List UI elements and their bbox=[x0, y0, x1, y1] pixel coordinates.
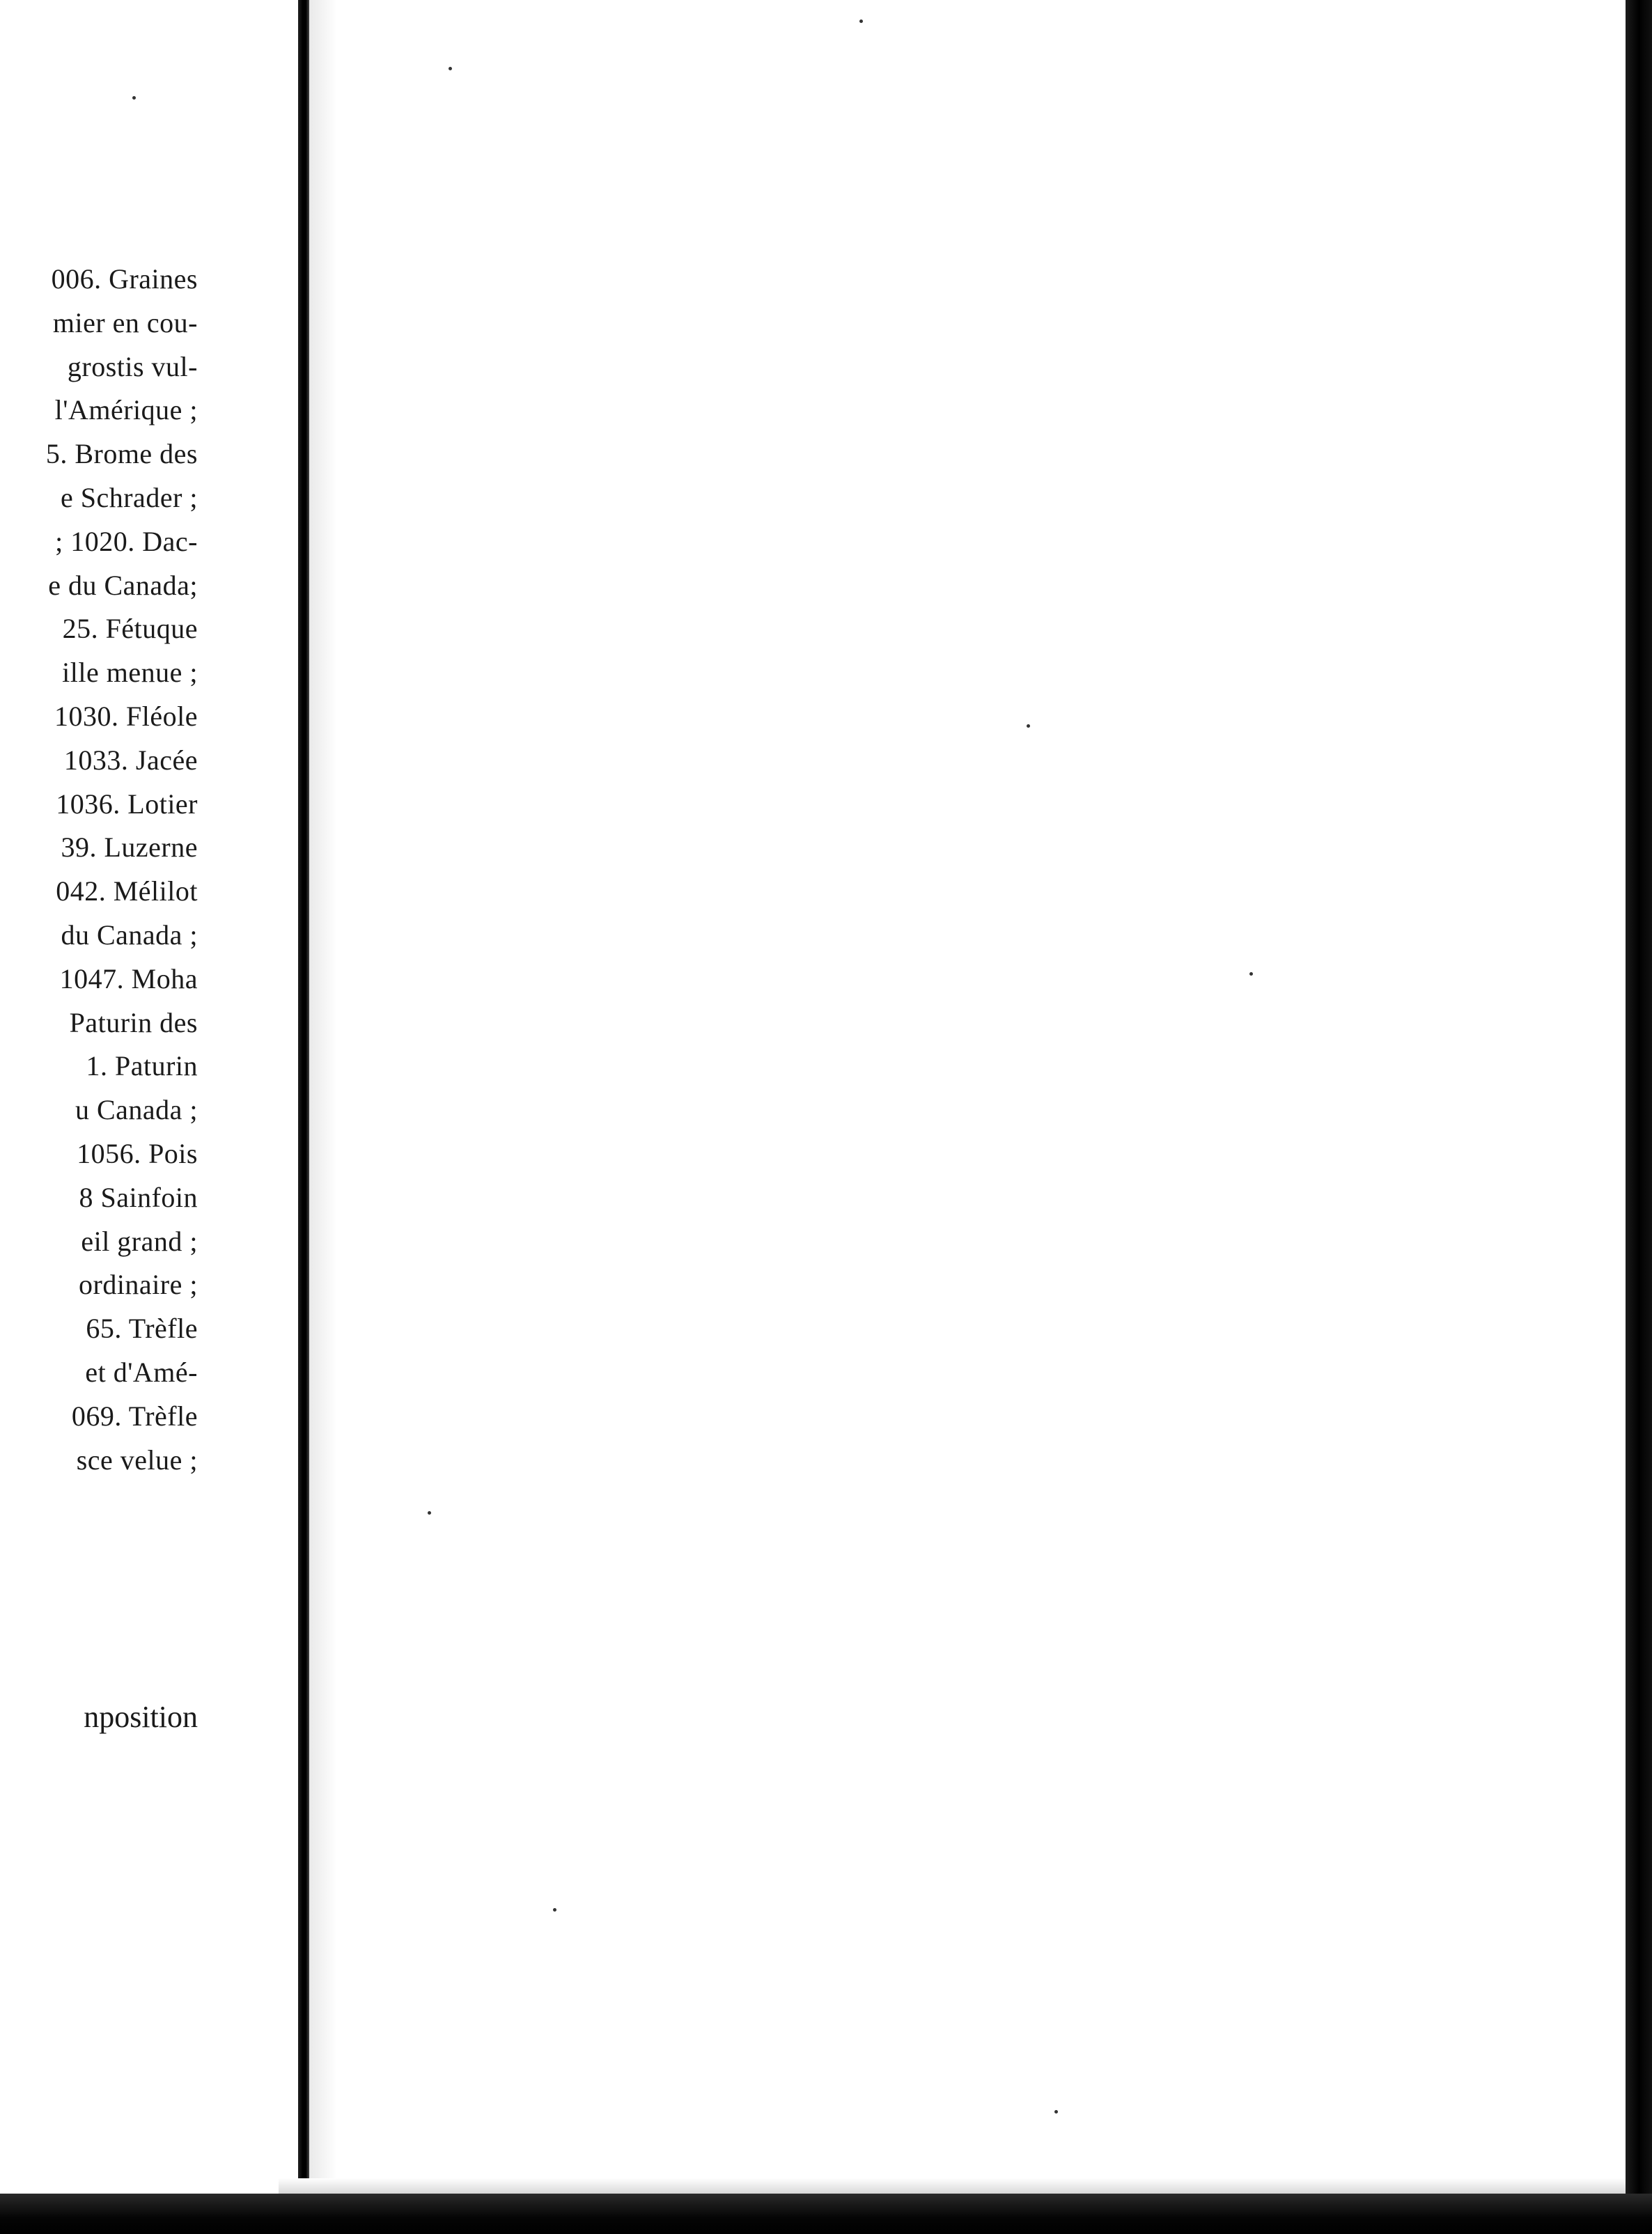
text-line: l'Amérique ; bbox=[54, 394, 198, 426]
text-line: 1030. Fléole bbox=[54, 700, 198, 732]
gutter-shadow bbox=[309, 0, 337, 2194]
text-line: 65. Trèfle bbox=[86, 1313, 198, 1345]
blank-page bbox=[309, 0, 1626, 2194]
text-line: 8 Sainfoin bbox=[79, 1181, 198, 1213]
specks bbox=[449, 67, 452, 70]
text-line: 1047. Moha bbox=[59, 962, 198, 994]
text-line: Paturin des bbox=[69, 1006, 198, 1038]
text-line: 1033. Jacée bbox=[63, 744, 198, 776]
text-line: 006. Graines bbox=[51, 263, 198, 295]
text-line: 069. Trèfle bbox=[71, 1400, 198, 1432]
text-line: 39. Luzerne bbox=[61, 831, 198, 864]
specks bbox=[553, 1908, 556, 1912]
scan-border-right bbox=[1626, 0, 1652, 2234]
text-line: e du Canada; bbox=[48, 569, 198, 601]
specks bbox=[132, 96, 136, 100]
specks bbox=[1249, 972, 1253, 976]
text-line: ille menue ; bbox=[62, 657, 198, 689]
text-line: ; 1020. Dac- bbox=[55, 525, 198, 557]
scan-border-bottom bbox=[0, 2194, 1652, 2234]
text-line: eil grand ; bbox=[81, 1225, 198, 1257]
text-line: 1. Paturin bbox=[86, 1050, 198, 1082]
left-page-trailing-line: nposition bbox=[84, 1700, 198, 1734]
previous-page-fragment bbox=[0, 0, 298, 2194]
text-line: du Canada ; bbox=[61, 919, 198, 951]
text-line: et d'Amé- bbox=[85, 1356, 198, 1388]
text-line: 1056. Pois bbox=[77, 1137, 198, 1169]
specks bbox=[1054, 2110, 1058, 2114]
text-line: sce velue ; bbox=[76, 1444, 198, 1476]
specks bbox=[428, 1511, 431, 1515]
text-line: 5. Brome des bbox=[45, 438, 198, 470]
text-line: ordinaire ; bbox=[79, 1269, 198, 1301]
text-line: u Canada ; bbox=[75, 1094, 198, 1126]
text-line: 1036. Lotier bbox=[56, 788, 198, 820]
book-gutter bbox=[298, 0, 309, 2194]
specks bbox=[859, 19, 863, 23]
text-line: grostis vul- bbox=[67, 350, 198, 382]
page-bottom-edge bbox=[279, 2178, 1626, 2194]
text-line: 042. Mélilot bbox=[56, 875, 198, 907]
left-page-text-column bbox=[0, 258, 198, 1482]
text-line: 25. Fétuque bbox=[62, 613, 198, 645]
text-line: mier en cou- bbox=[52, 306, 198, 338]
text-line: e Schrader ; bbox=[60, 481, 198, 513]
specks bbox=[1027, 724, 1030, 728]
